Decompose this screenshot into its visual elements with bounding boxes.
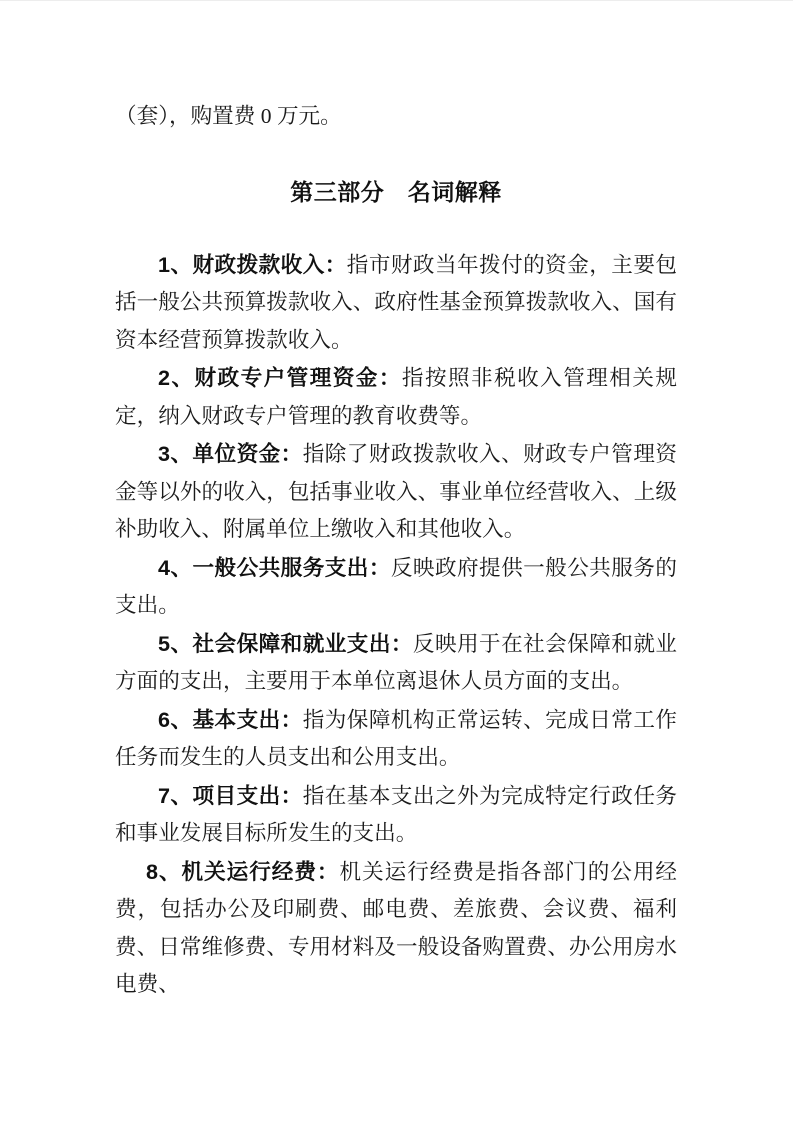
term-definition-1: 指市财政当年拨付的资金，主要包括一般公共预算拨款收入、政府性基金预算拨款收入、国有资本经营预算拨款收入。 xyxy=(115,252,677,352)
intro-paragraph: （套），购置费 0 万元。 xyxy=(115,104,342,128)
term-item-4 xyxy=(115,549,677,625)
term-label-2: 2、财政专户管理资金： xyxy=(158,365,402,390)
term-label-4: 4、一般公共服务支出： xyxy=(158,554,391,580)
terms-list xyxy=(115,246,677,1004)
term-definition-5: 反映用于在社会保障和就业方面的支出，主要用于本单位离退休人员方面的支出。 xyxy=(115,631,677,693)
term-label-7: 7、项目支出： xyxy=(158,782,303,808)
term-label-5: 5、社会保障和就业支出： xyxy=(158,630,413,656)
term-definition-4: 反映政府提供一般公共服务的支出。 xyxy=(115,555,677,617)
term-definition-2: 指按照非税收入管理相关规定，纳入财政专户管理的教育收费等。 xyxy=(115,366,677,428)
term-item-3 xyxy=(115,435,677,549)
term-definition-7: 指在基本支出之外为完成特定行政任务和事业发展目标所发生的支出。 xyxy=(115,783,677,845)
term-definition-6: 指为保障机构正常运转、完成日常工作任务而发生的人员支出和公用支出。 xyxy=(115,707,677,769)
term-item-5 xyxy=(115,625,677,701)
term-definition-8: 机关运行经费是指各部门的公用经费，包括办公及印刷费、邮电费、差旅费、会议费、福利费、日常维修费、专用材料及一般设备购置费、办公用房水电费、 xyxy=(115,859,677,996)
term-item-6 xyxy=(115,701,677,777)
term-label-3: 3、单位资金： xyxy=(158,441,303,466)
term-label-8: 8、机关运行经费： xyxy=(146,858,340,884)
term-label-1: 1、财政拨款收入： xyxy=(158,251,347,277)
section-heading: 第三部分 名词解释 xyxy=(290,178,502,205)
term-item-1 xyxy=(115,246,677,360)
term-item-7 xyxy=(115,777,677,853)
term-definition-3: 指除了财政拨款收入、财政专户管理资金等以外的收入，包括事业收入、事业单位经营收入、上级补助收入、附属单位上缴收入和其他收入。 xyxy=(115,442,677,541)
term-item-2 xyxy=(115,359,677,435)
term-label-6: 6、基本支出： xyxy=(158,706,303,732)
term-item-8 xyxy=(115,853,677,1004)
